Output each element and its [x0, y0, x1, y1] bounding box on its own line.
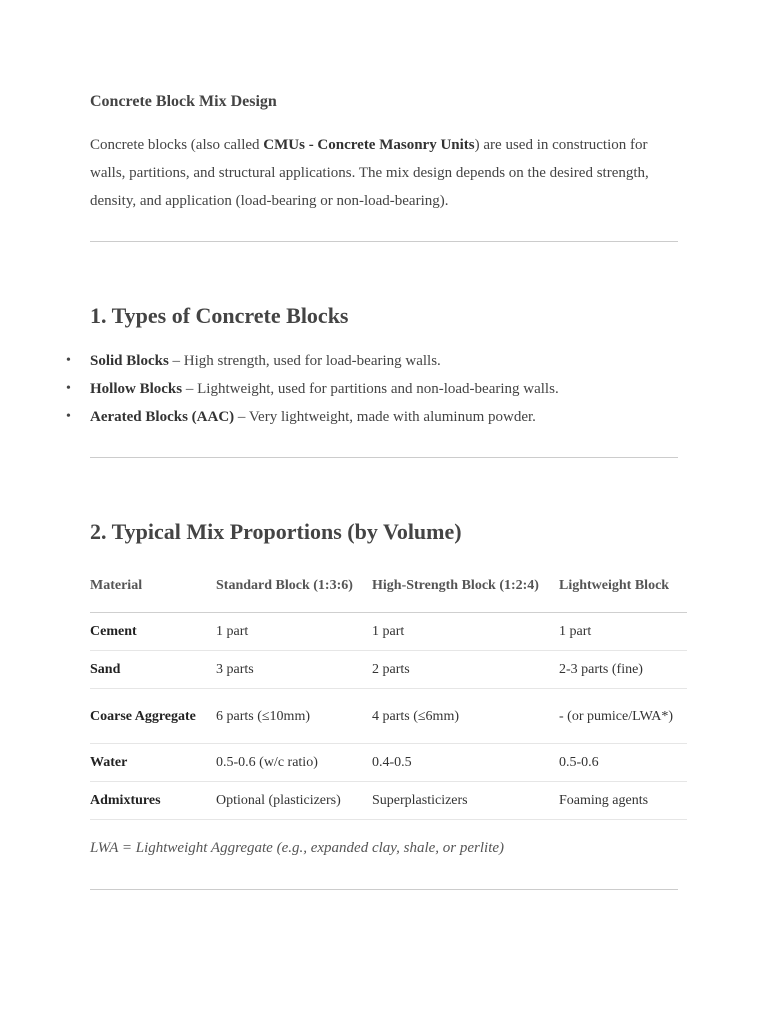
list-item [66, 403, 559, 431]
intro-paragraph [90, 131, 670, 215]
bullet-icon: • [66, 353, 71, 368]
list-item-description: – Very lightweight, made with aluminum powder. [234, 409, 536, 425]
material-cell: Coarse Aggregate [90, 689, 216, 744]
table-cell: 6 parts (≤10mm) [216, 689, 372, 744]
intro-text-end: ) are used in construction for walls, partitions, and structural applications. The mix design depends on the desired strength, density, and application (load-bearing or non-load-bearing). [90, 137, 649, 209]
divider-2 [90, 457, 678, 458]
intro-bold-term: CMUs - Concrete Masonry Units [263, 137, 475, 153]
table-cell: Superplasticizers [372, 782, 559, 820]
column-header-lightweight: Lightweight Block [559, 558, 687, 613]
list-item [66, 375, 559, 403]
bullet-icon: • [66, 409, 71, 424]
section-heading-types: 1. Types of Concrete Blocks [90, 303, 349, 328]
mix-proportions-table [90, 558, 687, 820]
table-row [90, 744, 687, 782]
table-cell: 0.5-0.6 (w/c ratio) [216, 744, 372, 782]
material-cell: Cement [90, 613, 216, 651]
material-cell: Water [90, 744, 216, 782]
list-item-description: – Lightweight, used for partitions and non-load-bearing walls. [182, 381, 559, 397]
material-cell: Sand [90, 651, 216, 689]
table-cell: 3 parts [216, 651, 372, 689]
column-header-high-strength: High-Strength Block (1:2:4) [372, 558, 559, 613]
table-cell: 4 parts (≤6mm) [372, 689, 559, 744]
table-cell: 1 part [216, 613, 372, 651]
section-heading-mix: 2. Typical Mix Proportions (by Volume) [90, 519, 462, 544]
table-cell: - (or pumice/LWA*) [559, 689, 687, 744]
table-cell: Foaming agents [559, 782, 687, 820]
table-cell: 0.4-0.5 [372, 744, 559, 782]
list-item-term: Aerated Blocks (AAC) [90, 409, 235, 425]
table-row [90, 782, 687, 820]
table-row [90, 651, 687, 689]
list-item-term: Hollow Blocks [90, 381, 183, 397]
table-cell: 1 part [559, 613, 687, 651]
block-types-list [66, 347, 559, 431]
table-cell: 2 parts [372, 651, 559, 689]
table-cell: 0.5-0.6 [559, 744, 687, 782]
table-cell: 2-3 parts (fine) [559, 651, 687, 689]
bullet-icon: • [66, 381, 71, 396]
list-item-description: – High strength, used for load-bearing walls. [168, 353, 441, 369]
material-cell: Admixtures [90, 782, 216, 820]
column-header-standard: Standard Block (1:3:6) [216, 558, 372, 613]
intro-text-start: Concrete blocks (also called [90, 137, 264, 153]
table-row [90, 613, 687, 651]
column-header-material: Material [90, 558, 216, 613]
divider-1 [90, 241, 678, 242]
list-item-term: Solid Blocks [90, 353, 169, 369]
table-cell: Optional (plasticizers) [216, 782, 372, 820]
table-footnote: LWA = Lightweight Aggregate (e.g., expanded clay, shale, or perlite) [90, 840, 505, 856]
table-header-row [90, 558, 687, 613]
divider-3 [90, 889, 678, 890]
document-title: Concrete Block Mix Design [90, 93, 277, 110]
table-cell: 1 part [372, 613, 559, 651]
table-row [90, 689, 687, 744]
list-item [66, 347, 559, 375]
